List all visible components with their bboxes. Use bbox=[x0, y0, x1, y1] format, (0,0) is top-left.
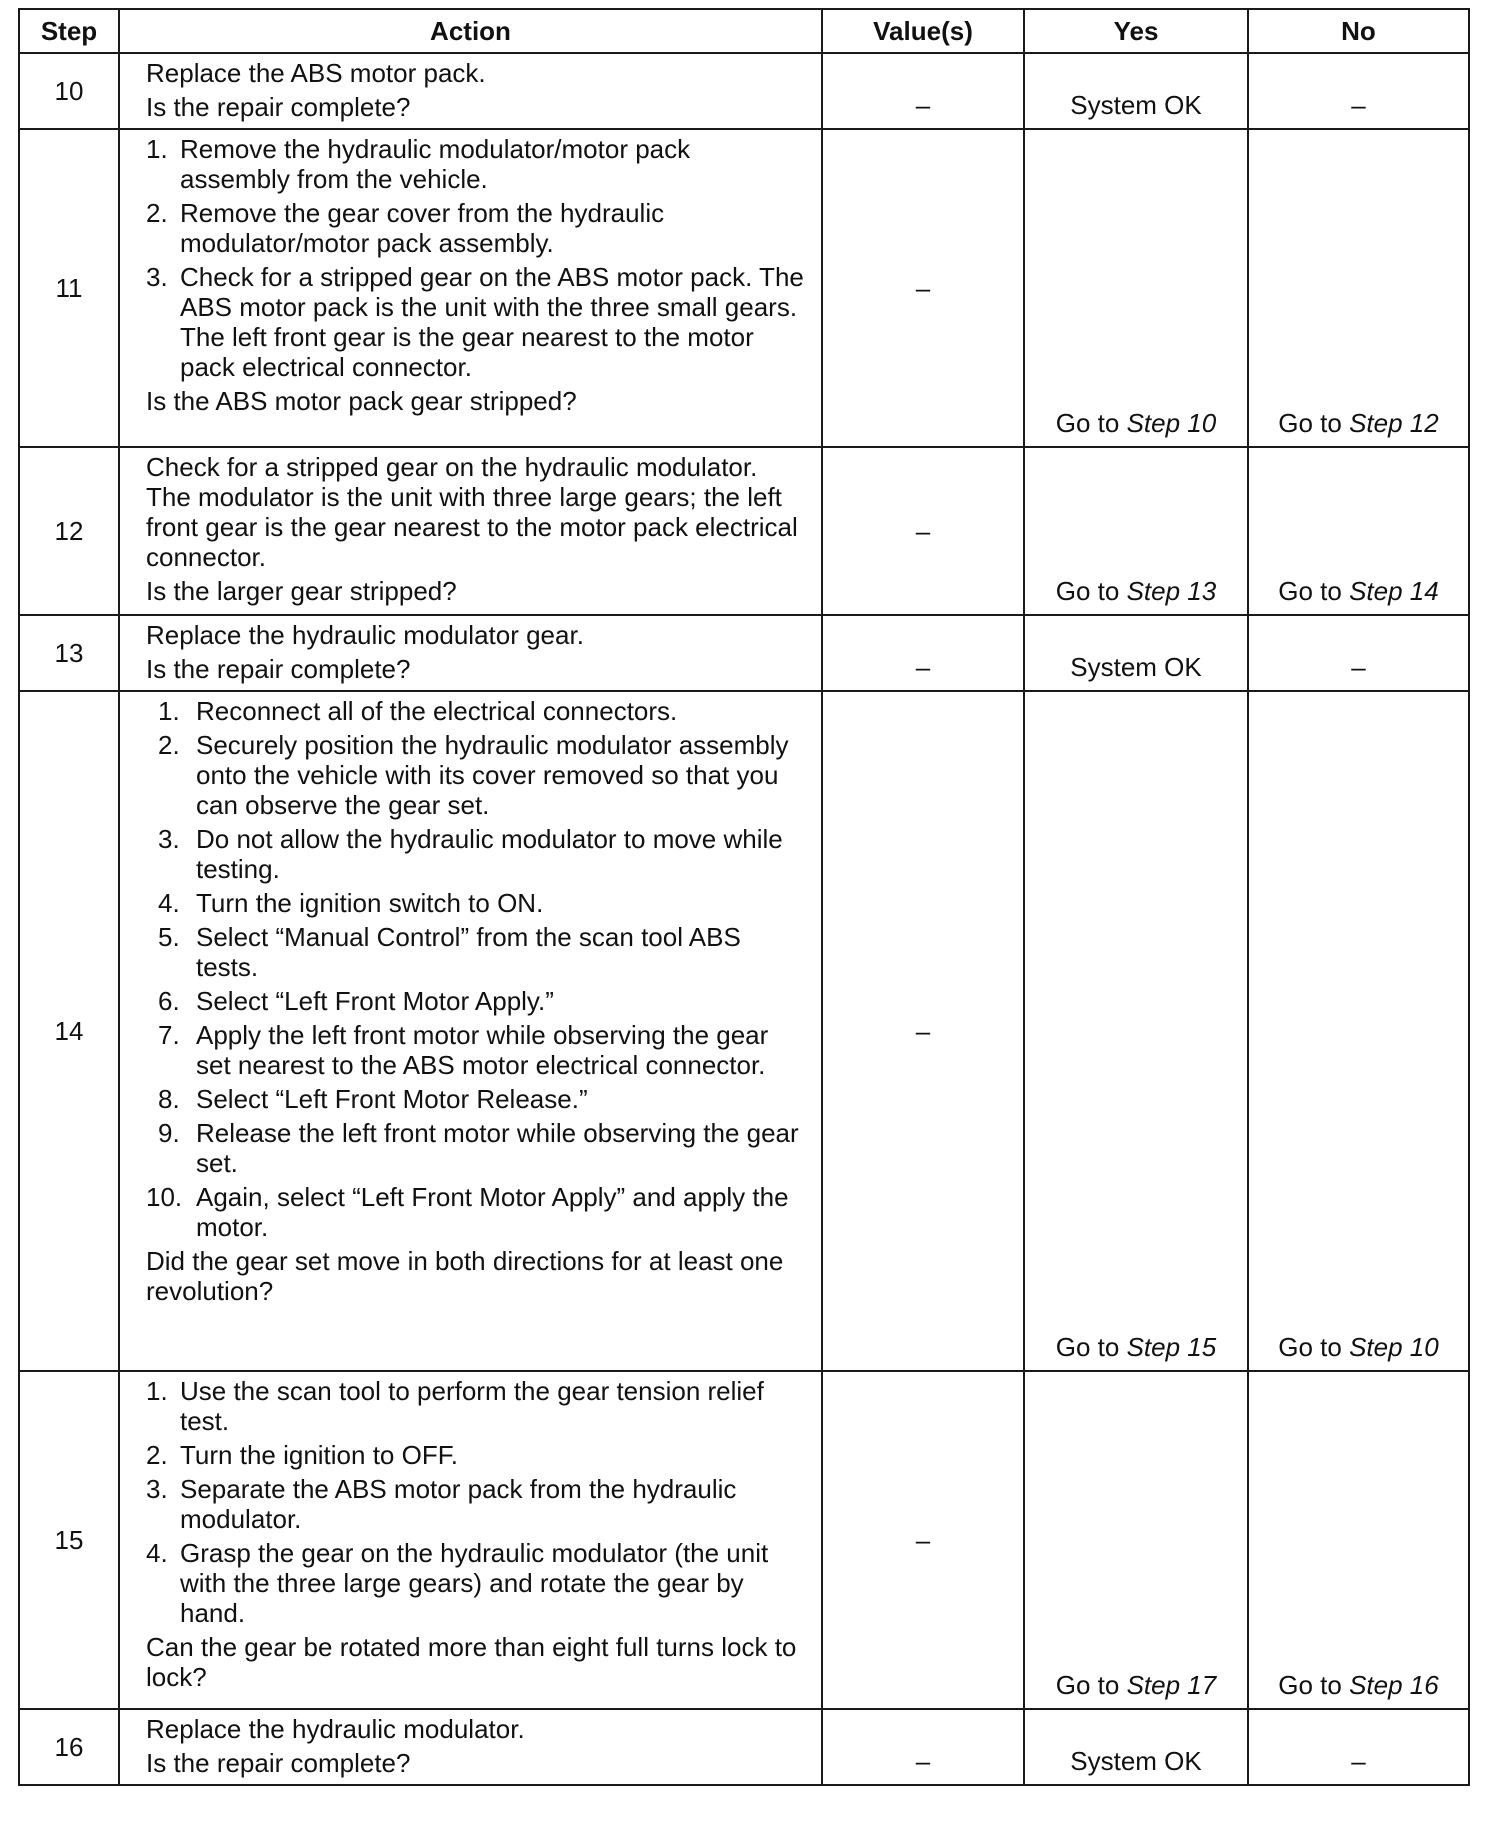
list-item bbox=[146, 1440, 807, 1470]
no-result bbox=[1248, 691, 1469, 1371]
list-item bbox=[146, 922, 807, 982]
table-row bbox=[19, 447, 1469, 615]
yes-result bbox=[1024, 691, 1248, 1371]
action-text: Check for a stripped gear on the hydraulic modulator. The modulator is the unit with three large gears; the left front gear is the gear nearest to the motor pack electrical connector. bbox=[146, 452, 798, 572]
list-number: 1. bbox=[146, 1376, 168, 1406]
list-number: 2. bbox=[146, 198, 168, 228]
goto-label: Go to bbox=[1278, 576, 1350, 606]
value-cell: – bbox=[822, 53, 1024, 129]
step-number: 14 bbox=[19, 691, 119, 1371]
yes-result bbox=[1024, 129, 1248, 447]
action-cell bbox=[119, 691, 822, 1371]
value-cell: – bbox=[822, 447, 1024, 615]
action-text: Replace the hydraulic modulator gear. bbox=[146, 620, 584, 650]
value-cell: – bbox=[822, 129, 1024, 447]
header-yes: Yes bbox=[1024, 9, 1248, 53]
list-text: Separate the ABS motor pack from the hydraulic modulator. bbox=[180, 1474, 737, 1534]
table-row bbox=[19, 53, 1469, 129]
list-text: Turn the ignition switch to ON. bbox=[196, 888, 544, 918]
step-number: 13 bbox=[19, 615, 119, 691]
header-step: Step bbox=[19, 9, 119, 53]
yes-result: System OK bbox=[1024, 1709, 1248, 1785]
list-text: Remove the hydraulic modulator/motor pack assembly from the vehicle. bbox=[180, 134, 691, 194]
goto-label: Go to bbox=[1055, 1670, 1127, 1700]
step-reference: Step 17 bbox=[1126, 1670, 1217, 1700]
list-number: 10. bbox=[146, 1182, 183, 1212]
action-question: Is the repair complete? bbox=[146, 654, 411, 684]
list-item bbox=[146, 824, 807, 884]
list-number: 3. bbox=[146, 1474, 168, 1504]
header-row bbox=[19, 9, 1469, 53]
list-text: Remove the gear cover from the hydraulic modulator/motor pack assembly. bbox=[180, 198, 665, 258]
yes-result: System OK bbox=[1024, 615, 1248, 691]
action-list bbox=[146, 1376, 807, 1628]
list-number: 5. bbox=[158, 922, 180, 952]
header-action: Action bbox=[119, 9, 822, 53]
value-cell: – bbox=[822, 615, 1024, 691]
list-number: 6. bbox=[158, 986, 180, 1016]
list-item bbox=[146, 1538, 807, 1628]
action-question: Can the gear be rotated more than eight full turns lock to lock? bbox=[146, 1632, 797, 1692]
step-number: 10 bbox=[19, 53, 119, 129]
action-cell bbox=[119, 1371, 822, 1709]
step-reference: Step 10 bbox=[1126, 408, 1217, 438]
action-text: Replace the hydraulic modulator. bbox=[146, 1714, 525, 1744]
list-text: Select “Manual Control” from the scan tool ABS tests. bbox=[196, 922, 741, 982]
list-item bbox=[146, 1118, 807, 1178]
list-number: 2. bbox=[158, 730, 180, 760]
list-number: 1. bbox=[146, 134, 168, 164]
action-question: Is the larger gear stripped? bbox=[146, 576, 457, 606]
action-list bbox=[146, 134, 807, 382]
action-text: Replace the ABS motor pack. bbox=[146, 58, 486, 88]
list-item bbox=[146, 1084, 807, 1114]
step-number: 15 bbox=[19, 1371, 119, 1709]
action-cell bbox=[119, 447, 822, 615]
list-item bbox=[146, 730, 807, 820]
step-reference: Step 12 bbox=[1349, 408, 1439, 438]
value-cell: – bbox=[822, 1709, 1024, 1785]
list-item bbox=[146, 1376, 807, 1436]
yes-result: System OK bbox=[1024, 53, 1248, 129]
list-number: 3. bbox=[146, 262, 168, 292]
step-number: 12 bbox=[19, 447, 119, 615]
no-result bbox=[1248, 447, 1469, 615]
list-text: Use the scan tool to perform the gear tension relief test. bbox=[180, 1376, 764, 1436]
list-item bbox=[146, 888, 807, 918]
action-cell bbox=[119, 1709, 822, 1785]
action-list bbox=[146, 696, 807, 1242]
list-item bbox=[146, 696, 807, 726]
table-row bbox=[19, 691, 1469, 1371]
list-text: Check for a stripped gear on the ABS motor pack. The ABS motor pack is the unit with the three small gears. The left front gear is the gear nearest to the motor pack electrical connector. bbox=[180, 262, 804, 382]
list-item bbox=[146, 262, 807, 382]
no-result: – bbox=[1248, 53, 1469, 129]
goto-label: Go to bbox=[1278, 1332, 1350, 1362]
yes-result bbox=[1024, 1371, 1248, 1709]
list-text: Select “Left Front Motor Release.” bbox=[196, 1084, 588, 1114]
step-reference: Step 10 bbox=[1349, 1332, 1439, 1362]
list-number: 9. bbox=[158, 1118, 180, 1148]
list-text: Reconnect all of the electrical connectors. bbox=[196, 696, 678, 726]
table-row bbox=[19, 1371, 1469, 1709]
goto-label: Go to bbox=[1055, 408, 1127, 438]
action-cell bbox=[119, 53, 822, 129]
list-number: 1. bbox=[158, 696, 180, 726]
yes-result bbox=[1024, 447, 1248, 615]
list-text: Apply the left front motor while observing the gear set nearest to the ABS motor electrical connector. bbox=[196, 1020, 769, 1080]
step-number: 16 bbox=[19, 1709, 119, 1785]
list-text: Release the left front motor while observing the gear set. bbox=[196, 1118, 799, 1178]
list-text: Do not allow the hydraulic modulator to move while testing. bbox=[196, 824, 783, 884]
value-cell: – bbox=[822, 1371, 1024, 1709]
header-values: Value(s) bbox=[822, 9, 1024, 53]
goto-label: Go to bbox=[1055, 1332, 1127, 1362]
step-number: 11 bbox=[19, 129, 119, 447]
action-question: Is the ABS motor pack gear stripped? bbox=[146, 386, 577, 416]
list-number: 2. bbox=[146, 1440, 168, 1470]
goto-label: Go to bbox=[1278, 1670, 1350, 1700]
list-text: Select “Left Front Motor Apply.” bbox=[196, 986, 554, 1016]
goto-label: Go to bbox=[1278, 408, 1350, 438]
list-text: Grasp the gear on the hydraulic modulator (the unit with the three large gears) and rotate the gear by hand. bbox=[180, 1538, 769, 1628]
action-question: Is the repair complete? bbox=[146, 1748, 411, 1778]
list-item bbox=[146, 1474, 807, 1534]
diagnostic-table bbox=[18, 8, 1470, 1786]
list-item bbox=[146, 1020, 807, 1080]
list-text: Turn the ignition to OFF. bbox=[180, 1440, 458, 1470]
list-number: 8. bbox=[158, 1084, 180, 1114]
action-question: Is the repair complete? bbox=[146, 92, 411, 122]
step-reference: Step 13 bbox=[1126, 576, 1217, 606]
list-item bbox=[146, 198, 807, 258]
table-row bbox=[19, 615, 1469, 691]
step-reference: Step 14 bbox=[1349, 576, 1439, 606]
table-row bbox=[19, 129, 1469, 447]
no-result: – bbox=[1248, 615, 1469, 691]
step-reference: Step 16 bbox=[1349, 1670, 1439, 1700]
list-number: 7. bbox=[158, 1020, 180, 1050]
goto-label: Go to bbox=[1055, 576, 1127, 606]
step-reference: Step 15 bbox=[1126, 1332, 1217, 1362]
no-result: – bbox=[1248, 1709, 1469, 1785]
action-cell bbox=[119, 615, 822, 691]
list-text: Securely position the hydraulic modulator assembly onto the vehicle with its cover removed so that you can observe the gear set. bbox=[196, 730, 789, 820]
header-no: No bbox=[1248, 9, 1469, 53]
action-question: Did the gear set move in both directions for at least one revolution? bbox=[146, 1246, 784, 1306]
list-item bbox=[146, 986, 807, 1016]
no-result bbox=[1248, 1371, 1469, 1709]
list-number: 4. bbox=[146, 1538, 168, 1568]
list-number: 3. bbox=[158, 824, 180, 854]
list-text: Again, select “Left Front Motor Apply” and apply the motor. bbox=[196, 1182, 789, 1242]
table-row bbox=[19, 1709, 1469, 1785]
list-item bbox=[146, 134, 807, 194]
value-cell: – bbox=[822, 691, 1024, 1371]
no-result bbox=[1248, 129, 1469, 447]
action-cell bbox=[119, 129, 822, 447]
list-item bbox=[146, 1182, 807, 1242]
list-number: 4. bbox=[158, 888, 180, 918]
